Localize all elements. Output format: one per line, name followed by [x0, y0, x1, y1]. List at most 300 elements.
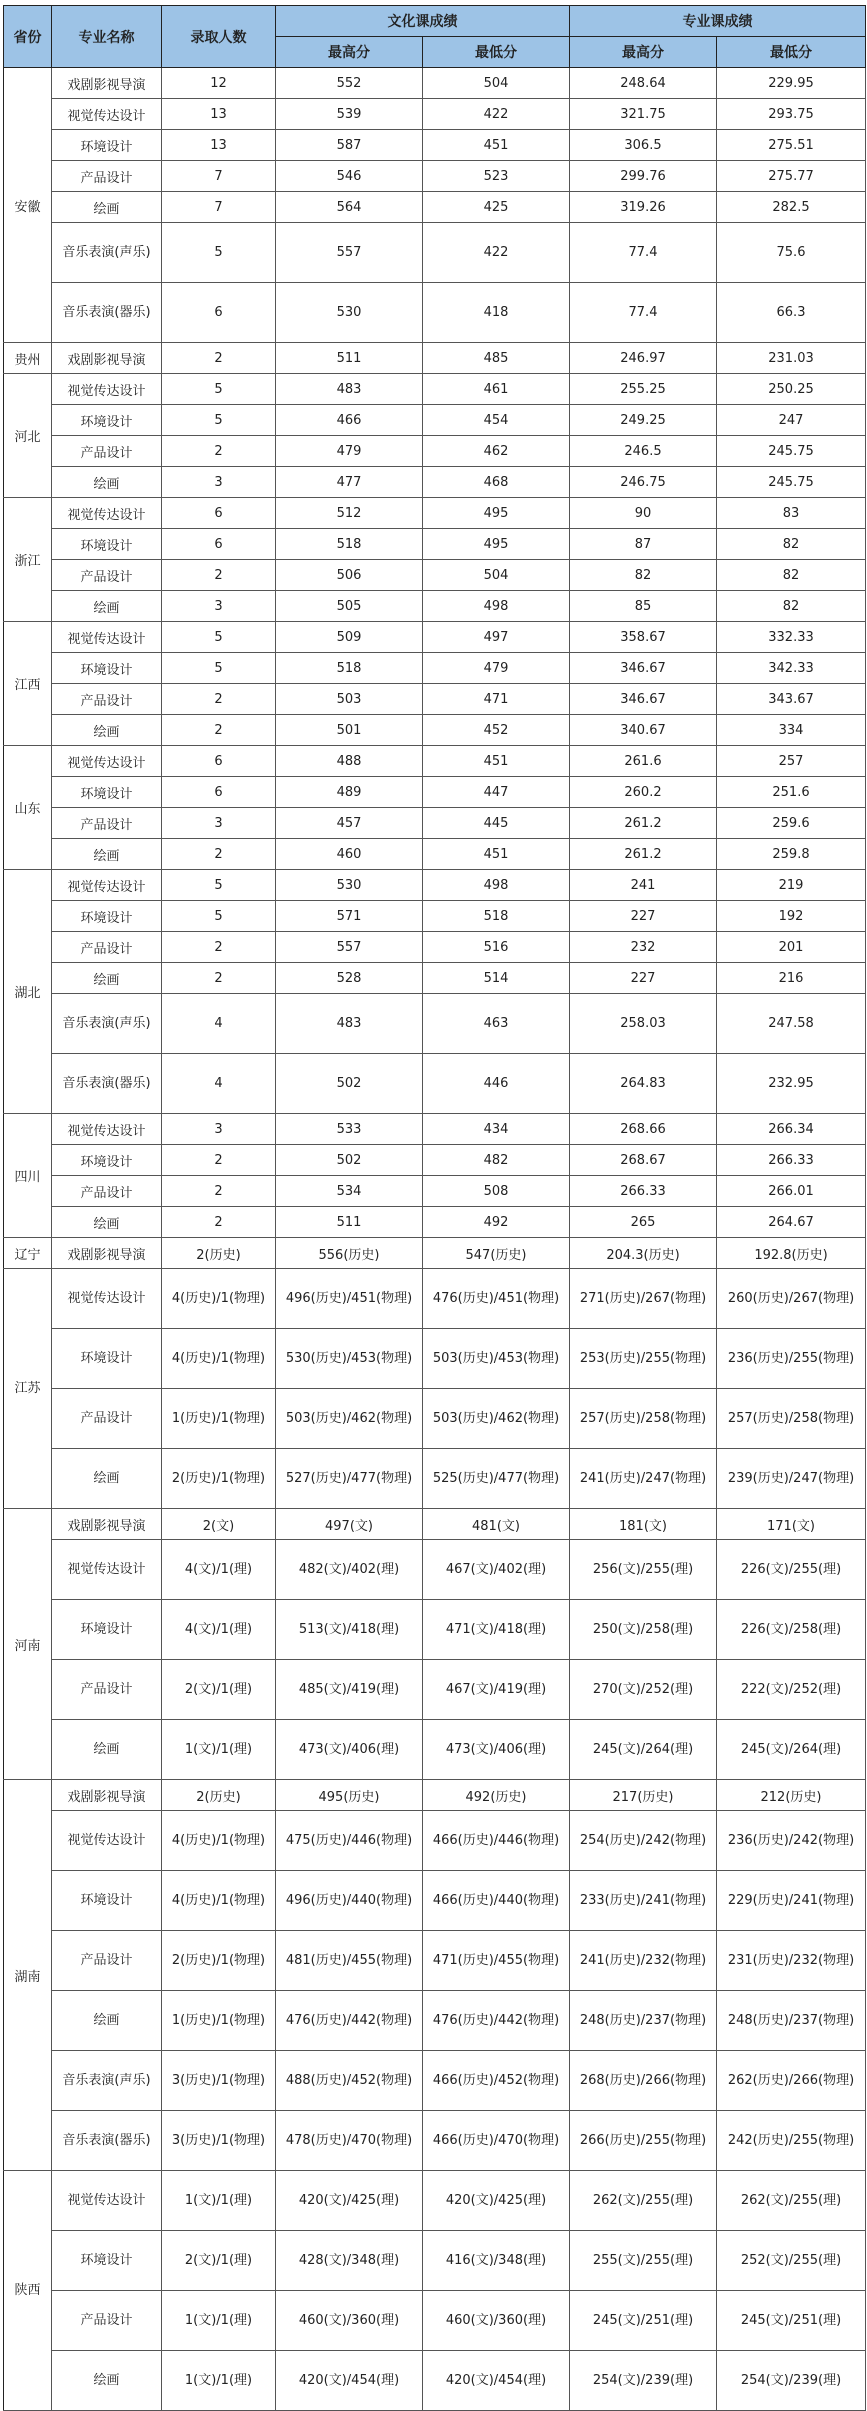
major-cell: 绘画 [52, 1207, 162, 1238]
major-cell: 产品设计 [52, 1389, 162, 1449]
professional-min-cell: 82 [717, 591, 866, 622]
major-cell: 音乐表演(声乐) [52, 994, 162, 1054]
table-row [4, 192, 866, 223]
major-cell: 视觉传达设计 [52, 746, 162, 777]
culture-min-cell: 498 [423, 870, 570, 901]
table-row [4, 1509, 866, 1540]
major-cell: 戏剧影视导演 [52, 1780, 162, 1811]
culture-min-cell: 498 [423, 591, 570, 622]
professional-min-cell: 293.75 [717, 99, 866, 130]
culture-max-cell: 509 [276, 622, 423, 653]
major-cell: 绘画 [52, 1991, 162, 2051]
culture-min-cell: 508 [423, 1176, 570, 1207]
culture-min-cell: 466(历史)/470(物理) [423, 2111, 570, 2171]
professional-min-cell: 254(文)/239(理) [717, 2351, 866, 2411]
culture-min-cell: 504 [423, 68, 570, 99]
major-cell: 环境设计 [52, 777, 162, 808]
professional-max-cell: 266(历史)/255(物理) [570, 2111, 717, 2171]
culture-min-cell: 468 [423, 467, 570, 498]
professional-max-cell: 241(历史)/247(物理) [570, 1449, 717, 1509]
professional-min-cell: 266.33 [717, 1145, 866, 1176]
professional-min-cell: 259.6 [717, 808, 866, 839]
culture-min-cell: 518 [423, 901, 570, 932]
table-row [4, 1145, 866, 1176]
professional-min-cell: 171(文) [717, 1509, 866, 1540]
professional-min-cell: 242(历史)/255(物理) [717, 2111, 866, 2171]
professional-max-cell: 270(文)/252(理) [570, 1660, 717, 1720]
culture-max-cell: 502 [276, 1145, 423, 1176]
culture-min-cell: 479 [423, 653, 570, 684]
professional-max-cell: 181(文) [570, 1509, 717, 1540]
table-row [4, 498, 866, 529]
header-professional-max: 最高分 [570, 37, 717, 68]
major-cell: 音乐表演(器乐) [52, 2111, 162, 2171]
professional-min-cell: 75.6 [717, 223, 866, 283]
professional-max-cell: 299.76 [570, 161, 717, 192]
professional-max-cell: 77.4 [570, 283, 717, 343]
province-cell: 四川 [4, 1114, 52, 1238]
table-row [4, 746, 866, 777]
table-row [4, 283, 866, 343]
major-cell: 绘画 [52, 839, 162, 870]
professional-min-cell: 257 [717, 746, 866, 777]
table-row [4, 1811, 866, 1871]
major-cell: 视觉传达设计 [52, 1114, 162, 1145]
professional-min-cell: 226(文)/255(理) [717, 1540, 866, 1600]
culture-min-cell: 466(历史)/446(物理) [423, 1811, 570, 1871]
admitted-cell: 3 [162, 808, 276, 839]
professional-max-cell: 241(历史)/232(物理) [570, 1931, 717, 1991]
culture-min-cell: 495 [423, 529, 570, 560]
culture-min-cell: 476(历史)/442(物理) [423, 1991, 570, 2051]
admission-scores-table [3, 5, 866, 2411]
major-cell: 环境设计 [52, 901, 162, 932]
professional-min-cell: 231(历史)/232(物理) [717, 1931, 866, 1991]
professional-max-cell: 260.2 [570, 777, 717, 808]
professional-min-cell: 334 [717, 715, 866, 746]
culture-max-cell: 557 [276, 223, 423, 283]
professional-min-cell: 266.01 [717, 1176, 866, 1207]
professional-min-cell: 245(文)/251(理) [717, 2291, 866, 2351]
table-row [4, 343, 866, 374]
major-cell: 产品设计 [52, 560, 162, 591]
professional-max-cell: 90 [570, 498, 717, 529]
professional-max-cell: 204.3(历史) [570, 1238, 717, 1269]
major-cell: 音乐表演(器乐) [52, 283, 162, 343]
admitted-cell: 2(历史)/1(物理) [162, 1449, 276, 1509]
table-row [4, 870, 866, 901]
professional-max-cell: 261.2 [570, 808, 717, 839]
province-cell: 河北 [4, 374, 52, 498]
culture-min-cell: 460(文)/360(理) [423, 2291, 570, 2351]
table-row [4, 777, 866, 808]
professional-max-cell: 254(文)/239(理) [570, 2351, 717, 2411]
admitted-cell: 2 [162, 963, 276, 994]
admitted-cell: 6 [162, 283, 276, 343]
culture-max-cell: 482(文)/402(理) [276, 1540, 423, 1600]
culture-min-cell: 451 [423, 746, 570, 777]
table-row [4, 2051, 866, 2111]
professional-max-cell: 268(历史)/266(物理) [570, 2051, 717, 2111]
culture-max-cell: 571 [276, 901, 423, 932]
table-row [4, 684, 866, 715]
province-cell: 贵州 [4, 343, 52, 374]
professional-max-cell: 358.67 [570, 622, 717, 653]
professional-min-cell: 248(历史)/237(物理) [717, 1991, 866, 2051]
table-row [4, 901, 866, 932]
header-professional-score: 专业课成绩 [570, 6, 866, 37]
culture-max-cell: 527(历史)/477(物理) [276, 1449, 423, 1509]
culture-max-cell: 511 [276, 343, 423, 374]
professional-max-cell: 271(历史)/267(物理) [570, 1269, 717, 1329]
culture-min-cell: 445 [423, 808, 570, 839]
major-cell: 视觉传达设计 [52, 1269, 162, 1329]
culture-max-cell: 503 [276, 684, 423, 715]
major-cell: 产品设计 [52, 1176, 162, 1207]
admitted-cell: 6 [162, 498, 276, 529]
culture-max-cell: 479 [276, 436, 423, 467]
major-cell: 绘画 [52, 715, 162, 746]
culture-max-cell: 564 [276, 192, 423, 223]
province-cell: 河南 [4, 1509, 52, 1780]
culture-max-cell: 552 [276, 68, 423, 99]
culture-min-cell: 471(文)/418(理) [423, 1600, 570, 1660]
table-row [4, 2171, 866, 2231]
professional-max-cell: 257(历史)/258(物理) [570, 1389, 717, 1449]
culture-min-cell: 523 [423, 161, 570, 192]
table-row [4, 994, 866, 1054]
professional-max-cell: 245(文)/251(理) [570, 2291, 717, 2351]
culture-max-cell: 505 [276, 591, 423, 622]
culture-max-cell: 512 [276, 498, 423, 529]
major-cell: 环境设计 [52, 1600, 162, 1660]
professional-min-cell: 252(文)/255(理) [717, 2231, 866, 2291]
major-cell: 环境设计 [52, 1329, 162, 1389]
major-cell: 环境设计 [52, 1145, 162, 1176]
major-cell: 产品设计 [52, 1660, 162, 1720]
culture-max-cell: 485(文)/419(理) [276, 1660, 423, 1720]
culture-max-cell: 539 [276, 99, 423, 130]
professional-min-cell: 247 [717, 405, 866, 436]
header-province: 省份 [4, 6, 52, 68]
major-cell: 戏剧影视导演 [52, 1509, 162, 1540]
professional-max-cell: 256(文)/255(理) [570, 1540, 717, 1600]
culture-max-cell: 587 [276, 130, 423, 161]
culture-max-cell: 506 [276, 560, 423, 591]
admitted-cell: 2(文)/1(理) [162, 2231, 276, 2291]
professional-min-cell: 245.75 [717, 467, 866, 498]
admitted-cell: 3 [162, 467, 276, 498]
admitted-cell: 3(历史)/1(物理) [162, 2111, 276, 2171]
major-cell: 环境设计 [52, 130, 162, 161]
province-cell: 湖北 [4, 870, 52, 1114]
professional-max-cell: 245(文)/264(理) [570, 1720, 717, 1780]
culture-min-cell: 420(文)/425(理) [423, 2171, 570, 2231]
culture-min-cell: 514 [423, 963, 570, 994]
culture-max-cell: 420(文)/425(理) [276, 2171, 423, 2231]
admitted-cell: 5 [162, 901, 276, 932]
professional-min-cell: 82 [717, 560, 866, 591]
table-row [4, 1780, 866, 1811]
table-row [4, 963, 866, 994]
admitted-cell: 1(文)/1(理) [162, 1720, 276, 1780]
table-row [4, 1329, 866, 1389]
culture-min-cell: 503(历史)/453(物理) [423, 1329, 570, 1389]
admitted-cell: 4 [162, 994, 276, 1054]
culture-max-cell: 511 [276, 1207, 423, 1238]
admitted-cell: 1(文)/1(理) [162, 2171, 276, 2231]
major-cell: 产品设计 [52, 808, 162, 839]
culture-max-cell: 503(历史)/462(物理) [276, 1389, 423, 1449]
admitted-cell: 2(历史) [162, 1238, 276, 1269]
culture-max-cell: 483 [276, 994, 423, 1054]
culture-min-cell: 462 [423, 436, 570, 467]
culture-min-cell: 516 [423, 932, 570, 963]
culture-max-cell: 428(文)/348(理) [276, 2231, 423, 2291]
admitted-cell: 2(文) [162, 1509, 276, 1540]
admitted-cell: 6 [162, 746, 276, 777]
culture-max-cell: 420(文)/454(理) [276, 2351, 423, 2411]
professional-min-cell: 264.67 [717, 1207, 866, 1238]
professional-max-cell: 248.64 [570, 68, 717, 99]
table-row [4, 99, 866, 130]
professional-max-cell: 261.2 [570, 839, 717, 870]
table-row [4, 560, 866, 591]
admitted-cell: 3 [162, 1114, 276, 1145]
admitted-cell: 4 [162, 1054, 276, 1114]
culture-max-cell: 546 [276, 161, 423, 192]
culture-max-cell: 473(文)/406(理) [276, 1720, 423, 1780]
professional-max-cell: 82 [570, 560, 717, 591]
table-row [4, 467, 866, 498]
admitted-cell: 2 [162, 1176, 276, 1207]
major-cell: 环境设计 [52, 653, 162, 684]
header-culture-min: 最低分 [423, 37, 570, 68]
professional-min-cell: 236(历史)/255(物理) [717, 1329, 866, 1389]
professional-max-cell: 340.67 [570, 715, 717, 746]
professional-min-cell: 219 [717, 870, 866, 901]
culture-max-cell: 457 [276, 808, 423, 839]
culture-min-cell: 425 [423, 192, 570, 223]
table-row [4, 1114, 866, 1145]
admitted-cell: 2(文)/1(理) [162, 1660, 276, 1720]
admitted-cell: 5 [162, 405, 276, 436]
culture-max-cell: 497(文) [276, 1509, 423, 1540]
culture-min-cell: 503(历史)/462(物理) [423, 1389, 570, 1449]
admitted-cell: 5 [162, 653, 276, 684]
professional-min-cell: 212(历史) [717, 1780, 866, 1811]
professional-min-cell: 266.34 [717, 1114, 866, 1145]
culture-min-cell: 492 [423, 1207, 570, 1238]
table-row [4, 1054, 866, 1114]
table-row [4, 715, 866, 746]
professional-max-cell: 248(历史)/237(物理) [570, 1991, 717, 2051]
table-row [4, 2231, 866, 2291]
professional-min-cell: 236(历史)/242(物理) [717, 1811, 866, 1871]
admitted-cell: 2(历史) [162, 1780, 276, 1811]
culture-max-cell: 557 [276, 932, 423, 963]
culture-max-cell: 476(历史)/442(物理) [276, 1991, 423, 2051]
professional-min-cell: 245.75 [717, 436, 866, 467]
culture-min-cell: 418 [423, 283, 570, 343]
major-cell: 视觉传达设计 [52, 374, 162, 405]
professional-min-cell: 229(历史)/241(物理) [717, 1871, 866, 1931]
table-header [4, 6, 866, 68]
professional-min-cell: 232.95 [717, 1054, 866, 1114]
admitted-cell: 2 [162, 436, 276, 467]
admitted-cell: 2 [162, 343, 276, 374]
admitted-cell: 12 [162, 68, 276, 99]
major-cell: 环境设计 [52, 1871, 162, 1931]
professional-min-cell: 275.51 [717, 130, 866, 161]
professional-max-cell: 268.66 [570, 1114, 717, 1145]
culture-min-cell: 467(文)/419(理) [423, 1660, 570, 1720]
province-cell: 江西 [4, 622, 52, 746]
table-row [4, 68, 866, 99]
province-cell: 陕西 [4, 2171, 52, 2411]
professional-max-cell: 255.25 [570, 374, 717, 405]
major-cell: 视觉传达设计 [52, 99, 162, 130]
culture-min-cell: 416(文)/348(理) [423, 2231, 570, 2291]
table-row [4, 839, 866, 870]
culture-max-cell: 530 [276, 283, 423, 343]
admitted-cell: 2 [162, 684, 276, 715]
table-row [4, 223, 866, 283]
professional-max-cell: 258.03 [570, 994, 717, 1054]
admitted-cell: 4(文)/1(理) [162, 1600, 276, 1660]
culture-max-cell: 518 [276, 653, 423, 684]
culture-max-cell: 528 [276, 963, 423, 994]
professional-min-cell: 262(历史)/266(物理) [717, 2051, 866, 2111]
admitted-cell: 3 [162, 591, 276, 622]
admitted-cell: 2 [162, 1145, 276, 1176]
culture-max-cell: 496(历史)/451(物理) [276, 1269, 423, 1329]
professional-min-cell: 216 [717, 963, 866, 994]
major-cell: 绘画 [52, 467, 162, 498]
culture-max-cell: 489 [276, 777, 423, 808]
admitted-cell: 5 [162, 223, 276, 283]
admitted-cell: 5 [162, 374, 276, 405]
culture-max-cell: 496(历史)/440(物理) [276, 1871, 423, 1931]
culture-min-cell: 463 [423, 994, 570, 1054]
professional-min-cell: 251.6 [717, 777, 866, 808]
table-row [4, 591, 866, 622]
table-row [4, 161, 866, 192]
professional-max-cell: 254(历史)/242(物理) [570, 1811, 717, 1871]
professional-max-cell: 265 [570, 1207, 717, 1238]
admitted-cell: 3(历史)/1(物理) [162, 2051, 276, 2111]
professional-min-cell: 275.77 [717, 161, 866, 192]
admitted-cell: 2 [162, 715, 276, 746]
admitted-cell: 4(历史)/1(物理) [162, 1269, 276, 1329]
table-row [4, 653, 866, 684]
professional-min-cell: 262(文)/255(理) [717, 2171, 866, 2231]
major-cell: 产品设计 [52, 932, 162, 963]
major-cell: 产品设计 [52, 436, 162, 467]
culture-max-cell: 534 [276, 1176, 423, 1207]
table-row [4, 1660, 866, 1720]
major-cell: 绘画 [52, 1720, 162, 1780]
major-cell: 戏剧影视导演 [52, 68, 162, 99]
professional-min-cell: 332.33 [717, 622, 866, 653]
major-cell: 音乐表演(声乐) [52, 223, 162, 283]
table-row [4, 1449, 866, 1509]
table-row [4, 1238, 866, 1269]
major-cell: 视觉传达设计 [52, 622, 162, 653]
major-cell: 音乐表演(器乐) [52, 1054, 162, 1114]
table-row [4, 1871, 866, 1931]
major-cell: 戏剧影视导演 [52, 343, 162, 374]
professional-max-cell: 249.25 [570, 405, 717, 436]
province-cell: 湖南 [4, 1780, 52, 2171]
professional-min-cell: 83 [717, 498, 866, 529]
major-cell: 绘画 [52, 591, 162, 622]
major-cell: 绘画 [52, 2351, 162, 2411]
table-row [4, 2291, 866, 2351]
province-cell: 辽宁 [4, 1238, 52, 1269]
culture-min-cell: 481(文) [423, 1509, 570, 1540]
professional-min-cell: 226(文)/258(理) [717, 1600, 866, 1660]
table-row [4, 374, 866, 405]
admitted-cell: 7 [162, 161, 276, 192]
culture-min-cell: 471(历史)/455(物理) [423, 1931, 570, 1991]
admitted-cell: 5 [162, 622, 276, 653]
major-cell: 视觉传达设计 [52, 2171, 162, 2231]
professional-max-cell: 246.75 [570, 467, 717, 498]
professional-min-cell: 66.3 [717, 283, 866, 343]
table-row [4, 1931, 866, 1991]
major-cell: 视觉传达设计 [52, 870, 162, 901]
professional-max-cell: 266.33 [570, 1176, 717, 1207]
culture-max-cell: 495(历史) [276, 1780, 423, 1811]
culture-max-cell: 501 [276, 715, 423, 746]
admitted-cell: 7 [162, 192, 276, 223]
culture-max-cell: 502 [276, 1054, 423, 1114]
culture-min-cell: 471 [423, 684, 570, 715]
table-row [4, 1269, 866, 1329]
professional-max-cell: 233(历史)/241(物理) [570, 1871, 717, 1931]
culture-max-cell: 475(历史)/446(物理) [276, 1811, 423, 1871]
professional-max-cell: 261.6 [570, 746, 717, 777]
table-row [4, 1207, 866, 1238]
professional-min-cell: 245(文)/264(理) [717, 1720, 866, 1780]
header-major: 专业名称 [52, 6, 162, 68]
culture-max-cell: 530(历史)/453(物理) [276, 1329, 423, 1389]
culture-max-cell: 488(历史)/452(物理) [276, 2051, 423, 2111]
admitted-cell: 4(文)/1(理) [162, 1540, 276, 1600]
major-cell: 产品设计 [52, 684, 162, 715]
culture-min-cell: 466(历史)/452(物理) [423, 2051, 570, 2111]
major-cell: 产品设计 [52, 2291, 162, 2351]
major-cell: 绘画 [52, 963, 162, 994]
professional-max-cell: 321.75 [570, 99, 717, 130]
table-row [4, 1389, 866, 1449]
table-row [4, 622, 866, 653]
professional-min-cell: 222(文)/252(理) [717, 1660, 866, 1720]
province-cell: 山东 [4, 746, 52, 870]
major-cell: 环境设计 [52, 405, 162, 436]
professional-min-cell: 239(历史)/247(物理) [717, 1449, 866, 1509]
major-cell: 音乐表演(声乐) [52, 2051, 162, 2111]
table-row [4, 1991, 866, 2051]
professional-min-cell: 282.5 [717, 192, 866, 223]
professional-max-cell: 264.83 [570, 1054, 717, 1114]
admitted-cell: 13 [162, 99, 276, 130]
admitted-cell: 2 [162, 932, 276, 963]
culture-min-cell: 420(文)/454(理) [423, 2351, 570, 2411]
culture-max-cell: 481(历史)/455(物理) [276, 1931, 423, 1991]
culture-min-cell: 466(历史)/440(物理) [423, 1871, 570, 1931]
